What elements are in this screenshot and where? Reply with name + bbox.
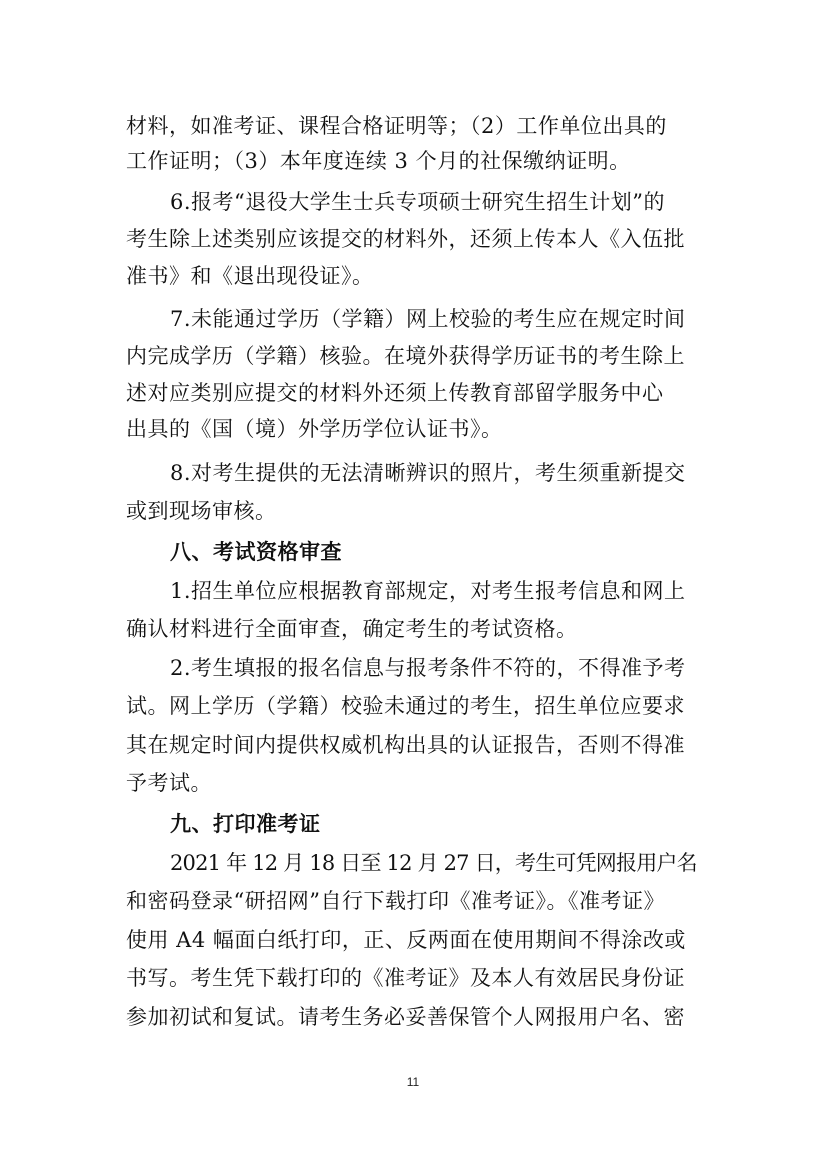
paragraph-line: 其在规定时间内提供权威机构出具的认证报告，否则不得准 [126,733,685,757]
paragraph-line: 确认材料进行全面审查，确定考生的考试资格。 [126,617,578,641]
paragraph-line: 准书》和《退出现役证》。 [126,264,374,288]
paragraph-line: 工作证明；（3）本年度连续 3 个月的社保缴纳证明。 [126,149,631,173]
paragraph-line: 参加初试和复试。请考生务必妥善保管个人网报用户名、密 [126,1005,685,1029]
paragraph-line: 述对应类别应提交的材料外还须上传教育部留学服务中心 [126,381,664,405]
paragraph-line: 6.报考“退役大学生士兵专项硕士研究生招生计划”的 [170,190,666,214]
paragraph-line: 2021 年 12 月 18 日至 12 月 27 日，考生可凭网报用户名 [170,851,697,875]
paragraph-line: 出具的《国（境）外学历学位认证书》。 [126,417,503,441]
paragraph-line: 使用 A4 幅面白纸打印，正、反两面在使用期间不得涂改或 [126,928,686,952]
section-heading: 八、考试资格审查 [170,540,342,564]
paragraph-line: 和密码登录“研招网”自行下载打印《准考证》。《准考证》 [126,889,665,913]
paragraph-line: 予考试。 [126,771,212,795]
paragraph-line: 考生除上述类别应该提交的材料外，还须上传本人《入伍批 [126,227,685,251]
paragraph-line: 8.对考生提供的无法清晰辨识的照片，考生须重新提交 [170,461,686,485]
paragraph-line: 材料，如准考证、课程合格证明等；（2）工作单位出具的 [126,114,667,138]
paragraph-line: 2.考生填报的报名信息与报考条件不符的，不得准予考 [170,656,686,680]
paragraph-line: 书写。考生凭下载打印的《准考证》及本人有效居民身份证 [126,966,685,990]
paragraph-line: 7.未能通过学历（学籍）网上校验的考生应在规定时间 [170,307,686,331]
page-number: 11 [406,1075,420,1089]
section-heading: 九、打印准考证 [170,812,321,836]
paragraph-line: 内完成学历（学籍）核验。在境外获得学历证书的考生除上 [126,344,685,368]
paragraph-line: 或到现场审核。 [126,499,277,523]
paragraph-line: 1.招生单位应根据教育部规定，对考生报考信息和网上 [170,579,686,603]
paragraph-line: 试。网上学历（学籍）校验未通过的考生，招生单位应要求 [126,694,685,718]
